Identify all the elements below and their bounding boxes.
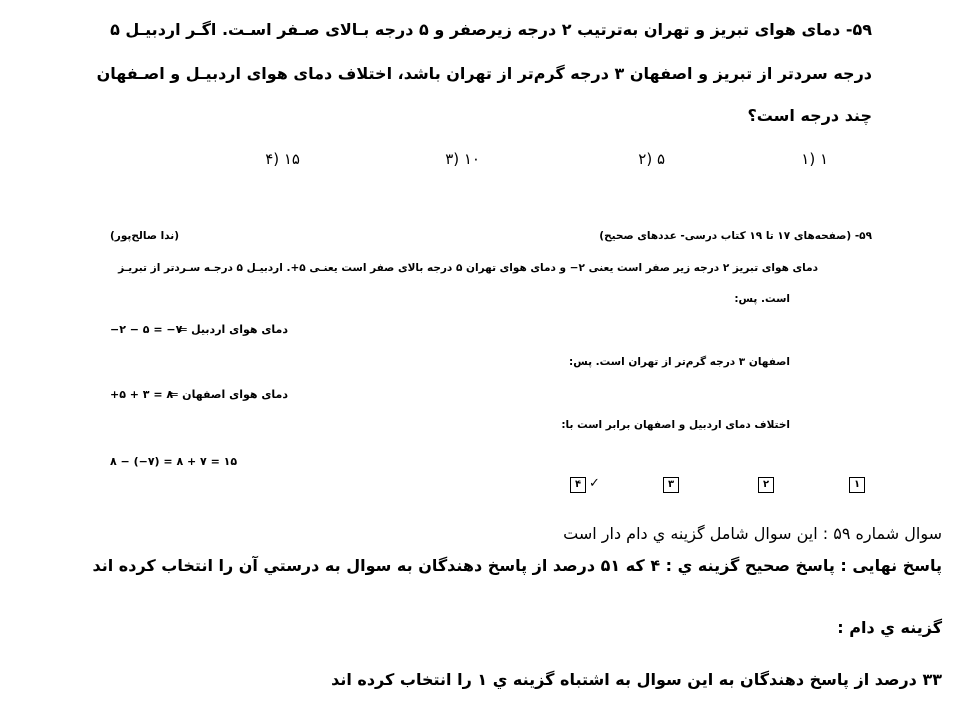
option-3: ۱۰ (۳ xyxy=(445,150,480,168)
option-1: ۱ (۱ xyxy=(801,150,828,168)
eq2-math: +۵ + ۳ = ۸ xyxy=(110,388,174,401)
answer-box-1: ۱ xyxy=(849,477,865,493)
eq2-label: دمای هوای اصفهان ⇐ xyxy=(169,388,288,401)
answer-heading: ۵۹- (صفحه‌های ۱۷ تا ۱۹ کتاب درسی- عددهای صحیح) xyxy=(599,230,872,242)
question-line-3: چند درجه است؟ xyxy=(747,106,872,125)
footer-line-3: گزینه ي دام : xyxy=(837,618,942,637)
eq1-label: دمای هوای اردبیل ⇐ xyxy=(178,323,288,336)
option-4: ۱۵ (۴ xyxy=(265,150,300,168)
answer-box-4: ۴ xyxy=(570,477,586,493)
footer-line-1: سوال شماره ۵۹ : این سوال شامل گزینه ي دام دار است xyxy=(563,524,942,543)
eq1-math: −۲ − ۵ = −۷ xyxy=(110,323,183,336)
footer-line-2: پاسخ نهایی : پاسخ صحیح گزینه ي : ۴ که ۵۱ درصد از پاسخ دهندگان به سوال به درستي آن را انتخاب کرده اند xyxy=(92,556,942,575)
eq3-math: ۸ − (−۷) = ۸ + ۷ = ۱۵ xyxy=(110,455,238,468)
question-line-2: درجه سردتر از تبریز و اصفهان ۳ درجه گرم‌تر از تهران باشد، اختلاف دمای هوای اردبیـل و اصـفهان xyxy=(96,64,872,83)
answer-text-3: اصفهان ۳ درجه گرم‌تر از تهران است. پس: xyxy=(569,356,790,368)
answer-box-2: ۲ xyxy=(758,477,774,493)
answer-box-3: ۳ xyxy=(663,477,679,493)
question-line-1: ۵۹- دمای هوای تبریز و تهران به‌ترتیب ۲ درجه زیرصفر و ۵ درجه بـالای صـفر اسـت. اگـر اردبیـل ۵ xyxy=(110,20,872,39)
answer-author: (ندا صالح‌پور) xyxy=(110,230,180,242)
footer-line-4: ۳۳ درصد از پاسخ دهندگان به این سوال به اشتباه گزینه ي ۱ را انتخاب کرده اند xyxy=(331,670,942,689)
correct-check-icon: ✓ xyxy=(589,476,600,491)
option-2: ۵ (۲ xyxy=(638,150,665,168)
answer-text-1: دمای هوای تبریز ۲ درجه زیر صفر است یعنی ۲− و دمای هوای تهران ۵ درجه بالای صفر است یعنـی ۵+. اردبیـل ۵ درجـه سـردتر از تبریـز xyxy=(118,262,818,274)
answer-text-4: اختلاف دمای اردبیل و اصفهان برابر است با: xyxy=(561,419,790,431)
answer-text-2: است. پس: xyxy=(734,293,790,305)
